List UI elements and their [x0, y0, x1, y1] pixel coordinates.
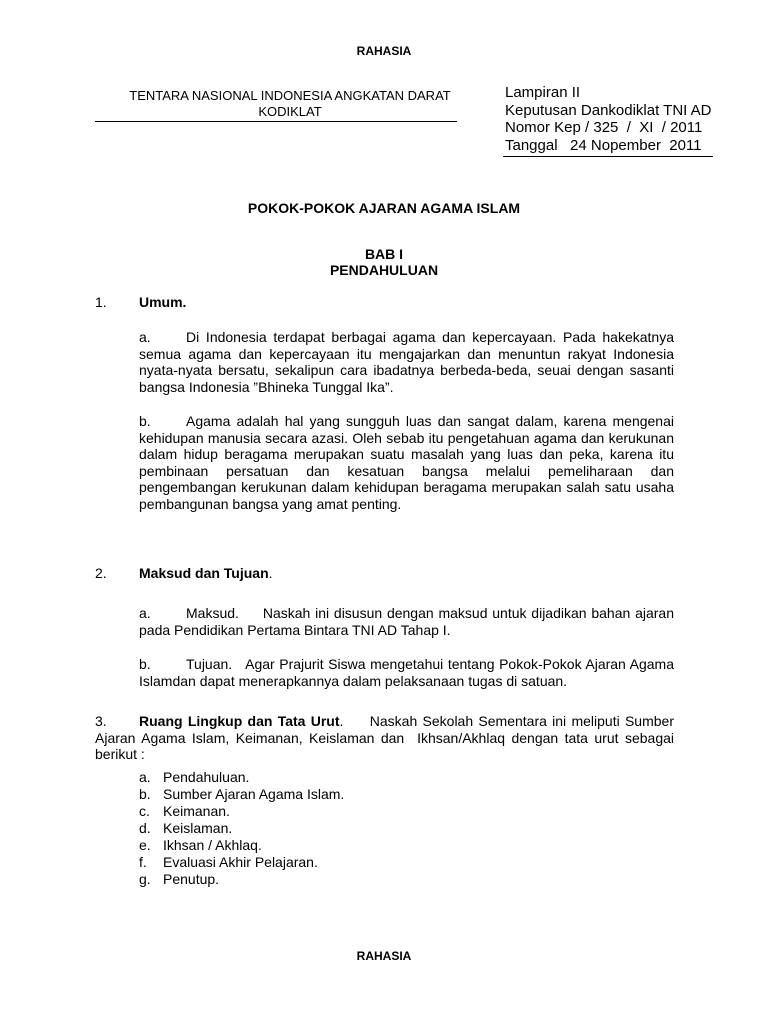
paragraph-text: Tujuan. Agar Prajurit Siswa mengetahui tentang Pokok-Pokok Ajaran Agama Islamdan dapat menerapkannya dalam pelaksanaan tugas di satuan. [139, 656, 678, 689]
section-2b-paragraph [139, 656, 678, 689]
lampiran-underline [503, 156, 713, 157]
paragraph-text: Maksud. Naskah ini disusun dengan maksud untuk dijadikan bahan ajaran pada Pendidikan Pertama Bintara TNI AD Tahap I. [139, 605, 678, 638]
paragraph-text: Agama adalah hal yang sungguh luas dan sangat dalam, karena mengenai kehidupan manusia secara azasi. Oleh sebab itu pengetahuan agama dan kerukunan dalam hidup beragama merupakan suatu masalah yang luas dan peka, karena itu pembinaan persatuan dan kesatuan bangsa melalui pemeliharaan dan pengembangan kerukunan dalam kehidupan beragama merupakan salah satu usaha pembangunan bangsa yang amat penting. [139, 413, 674, 512]
list-item: c. Keimanan. [139, 803, 230, 819]
lampiran-line: Nomor Kep / 325 / XI / 2011 [505, 119, 703, 136]
section-3-text: . Naskah Sekolah Sementara ini meliputi Sumber Ajaran Agama Islam, Keimanan, Keislaman dan Ikhsan/Akhlaq dengan tata urut sebagai berikut : [95, 713, 678, 762]
list-item: e. Ikhsan / Akhlaq. [139, 837, 262, 853]
section-2a-paragraph [139, 605, 678, 638]
section-2-heading-end: . [268, 565, 273, 581]
paragraph-label: a. [139, 329, 151, 345]
section-1a-paragraph [139, 329, 674, 395]
section-3-heading: Ruang Lingkup dan Tata Urut [139, 713, 340, 729]
org-underline [95, 121, 457, 122]
chapter-number: BAB I [364, 246, 404, 262]
list-item: g. Penutup. [139, 871, 220, 887]
paragraph-label: a. [139, 605, 151, 621]
document-title: POKOK-POKOK AJARAN AGAMA ISLAM [247, 200, 521, 216]
paragraph-label: b. [139, 656, 151, 672]
org-line-2: KODIKLAT [258, 104, 322, 119]
list-item: d. Keislaman. [139, 820, 233, 836]
classification-top: RAHASIA [356, 44, 412, 58]
lampiran-line: Lampiran II [505, 84, 581, 101]
list-item: a. Pendahuluan. [139, 769, 250, 785]
paragraph-text: Di Indonesia terdapat berbagai agama dan kepercayaan. Pada hakekatnya semua agama dan kepercayaan itu mengajarkan dan menuntun rakyat Indonesia nyata-nyata bersatu, sekalipun cara ibadatnya berbeda-beda, seuai dengan sasanti bangsa Indonesia ”Bhineka Tunggal Ika”. [139, 329, 674, 395]
paragraph-label: b. [139, 413, 151, 429]
section-1b-paragraph [139, 413, 674, 512]
section-2-heading [139, 565, 273, 581]
lampiran-line: Keputusan Dankodiklat TNI AD [505, 101, 712, 119]
organization-header [90, 88, 490, 120]
contents-list [139, 769, 344, 888]
section-2-number: 2. [95, 565, 107, 581]
org-line-1: TENTARA NASIONAL INDONESIA ANGKATAN DARAT [129, 88, 451, 103]
list-item: b. Sumber Ajaran Agama Islam. [139, 786, 345, 802]
section-3-number: 3. [95, 713, 107, 729]
section-1-number: 1. [95, 294, 107, 310]
chapter-title: PENDAHULUAN [329, 262, 439, 278]
lampiran-line: Tanggal 24 Nopember 2011 [505, 136, 702, 154]
section-1-heading: Umum. [139, 294, 187, 310]
section-2-heading-text: Maksud dan Tujuan [139, 565, 269, 581]
lampiran-block [505, 84, 712, 154]
section-3-paragraph [95, 713, 678, 763]
list-item: f. Evaluasi Akhir Pelajaran. [139, 854, 318, 870]
classification-bottom: RAHASIA [356, 949, 412, 963]
